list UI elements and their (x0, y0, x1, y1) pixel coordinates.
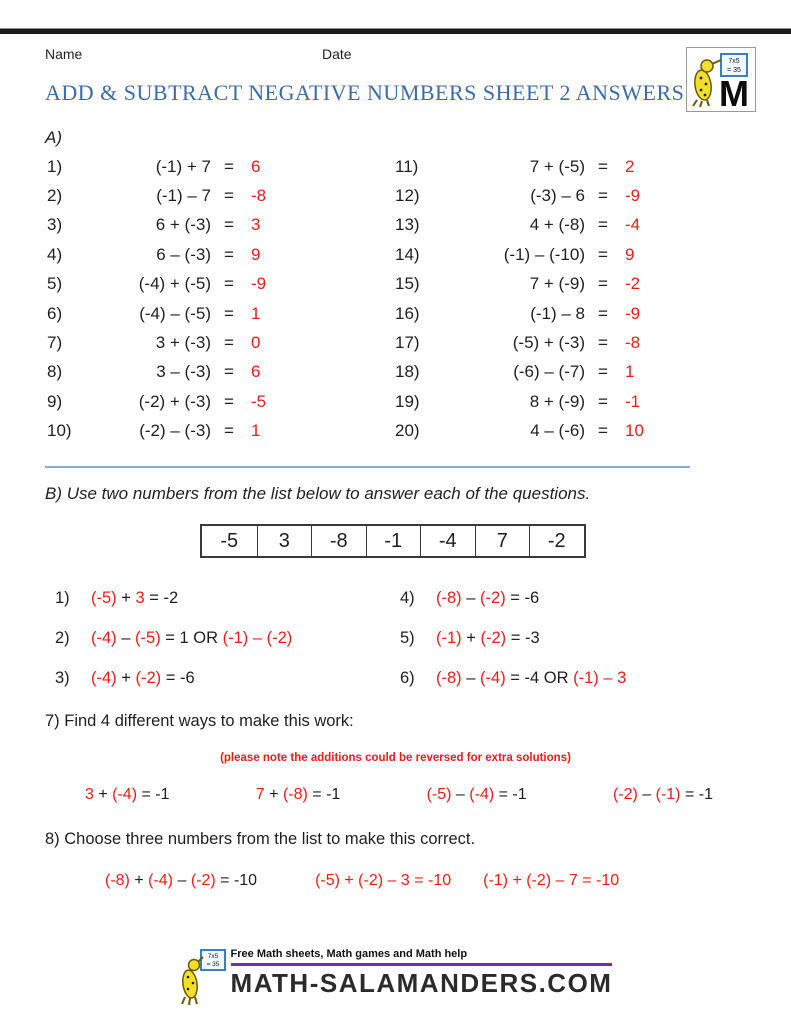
problem-row (47, 358, 307, 387)
problem-number: 12) (395, 186, 420, 206)
equals-sign: = (224, 244, 234, 264)
equals-sign: = (224, 391, 234, 411)
problem-number: 4) (400, 588, 415, 607)
problem-answer: -5 (251, 391, 267, 411)
operator-segment: = -6 (505, 588, 540, 607)
problem-answer: -9 (625, 303, 641, 323)
problem-number: 2) (47, 186, 63, 206)
answer-expression (91, 589, 178, 608)
problem-answer: 9 (251, 244, 261, 264)
problem-row (400, 658, 760, 698)
problem-number: 3) (55, 668, 70, 687)
operator-segment: + (116, 668, 136, 687)
equals-sign: = (224, 362, 234, 382)
answer-expression (427, 786, 527, 804)
answer-segment: (-4) (91, 628, 117, 647)
answer-segment: (-8) (282, 786, 308, 803)
equals-sign: = (224, 421, 234, 441)
header-rule (0, 28, 791, 34)
problem-number: 7) (47, 333, 63, 353)
answer-segment: (-5) (135, 628, 161, 647)
equals-sign: = (224, 303, 234, 323)
chalkboard-line2: = 35 (206, 961, 219, 968)
name-label: Name (45, 46, 83, 62)
equals-sign: = (224, 156, 234, 176)
problem-row (55, 658, 415, 698)
answer-expression (436, 669, 626, 688)
problem-answer: -2 (625, 274, 641, 294)
operator-segment: = 1 OR (160, 628, 223, 647)
problem-answer: 1 (251, 303, 261, 323)
salamander-logo (686, 47, 756, 112)
equals-sign: = (598, 274, 608, 294)
operator-segment: = -4 OR (505, 668, 574, 687)
operator-segment: = -1 (307, 786, 341, 803)
number-list-cell: 3 (257, 526, 312, 556)
equals-sign: = (224, 333, 234, 353)
question-7-heading: 7) Find 4 different ways to make this work: (45, 712, 354, 730)
answer-segment: (-8) (105, 872, 130, 889)
question-7-note: (please note the additions could be reversed for extra solutions) (220, 752, 571, 764)
problem-row (47, 328, 307, 357)
operator-segment: – (451, 786, 470, 803)
section-a-left-column (47, 152, 307, 446)
problem-expression: (-1) + 7 (155, 156, 211, 176)
operator-segment: – (461, 668, 481, 687)
number-list-cell: -5 (220, 529, 239, 552)
section-b-left-column (55, 578, 415, 698)
answer-segment: (-8) (436, 668, 462, 687)
salamander-logo-graphic (689, 51, 753, 109)
answer-segment: 7 (255, 786, 265, 803)
problem-row (47, 240, 307, 269)
problem-expression: 4 – (-6) (530, 421, 585, 441)
question-7-answers (85, 786, 713, 804)
answer-segment: (-2) (480, 628, 507, 647)
answer-segment: (-4) (112, 786, 138, 803)
number-list-cell: -8 (311, 526, 366, 556)
problem-answer: -9 (251, 274, 267, 294)
problem-number: 5) (47, 274, 63, 294)
answer-segment: 3 (85, 786, 94, 803)
problem-expression: (-2) + (-3) (138, 391, 211, 411)
problem-row (47, 387, 307, 416)
operator-segment: = -2 (144, 588, 179, 607)
section-a-label: A) (45, 128, 62, 147)
problem-expression: (-4) – (-5) (139, 303, 211, 323)
problem-expression: (-1) – (-10) (503, 244, 585, 264)
problem-answer: 2 (625, 156, 635, 176)
problem-number: 14) (395, 244, 420, 264)
operator-segment: + (461, 628, 481, 647)
operator-segment: + (93, 786, 113, 803)
equals-sign: = (224, 186, 234, 206)
answer-expression (85, 786, 170, 804)
problem-number: 18) (395, 362, 420, 382)
problem-row (47, 299, 307, 328)
answer-segment: (-1) (436, 628, 462, 647)
problem-answer: 10 (625, 421, 644, 441)
operator-segment: = -1 (494, 786, 527, 803)
footer-logo (179, 948, 613, 1008)
answer-expression (436, 629, 540, 648)
problem-expression: (-3) – 6 (530, 186, 585, 206)
chalkboard-line1: 7x5 (207, 953, 218, 960)
problem-number: 8) (47, 362, 63, 382)
number-list-cell: -1 (366, 526, 421, 556)
question-8-heading: 8) Choose three numbers from the list to make this correct. (45, 830, 476, 848)
problem-row (395, 299, 681, 328)
problem-answer: -1 (625, 391, 641, 411)
date-label: Date (322, 46, 352, 62)
footer-tagline: Free Math sheets, Math games and Math help (230, 948, 468, 960)
problem-row (55, 618, 415, 658)
answer-segment: 3 (135, 588, 145, 607)
operator-segment: – (116, 628, 136, 647)
answer-segment: (-5) (426, 786, 452, 803)
problem-expression: (-6) – (-7) (513, 362, 585, 382)
problem-answer: -8 (251, 186, 267, 206)
problem-row (395, 387, 681, 416)
problem-number: 5) (400, 628, 415, 647)
answer-expression (483, 872, 619, 890)
logo-big-m: M (719, 72, 749, 109)
problem-number: 1) (55, 588, 70, 607)
problem-row (47, 152, 307, 181)
answer-segment: (-4) (148, 872, 174, 889)
problem-row (395, 328, 681, 357)
problem-expression: (-1) – 8 (530, 303, 585, 323)
answer-segment: (-8) (436, 588, 462, 607)
problem-expression: 8 + (-9) (529, 391, 585, 411)
operator-segment: + (116, 588, 136, 607)
equals-sign: = (598, 303, 608, 323)
problem-row (395, 240, 681, 269)
problem-expression: (-1) – 7 (156, 186, 211, 206)
problem-expression: 4 + (-8) (529, 215, 585, 235)
problem-expression: 3 + (-3) (155, 333, 211, 353)
problem-row (400, 578, 760, 618)
problem-row (395, 417, 681, 446)
problem-number: 6) (400, 668, 415, 687)
answer-expression (256, 786, 341, 804)
problem-number: 17) (395, 333, 420, 353)
problem-expression: (-2) – (-3) (139, 421, 211, 441)
problem-number: 6) (47, 303, 63, 323)
page-title: ADD & SUBTRACT NEGATIVE NUMBERS SHEET 2 ANSWERS (45, 80, 685, 105)
operator-segment: = -6 (161, 668, 195, 687)
problem-row (395, 181, 681, 210)
answer-segment: (-4) (91, 668, 117, 687)
problem-row (395, 152, 681, 181)
problem-answer: -9 (625, 186, 641, 206)
operator-segment: – (461, 588, 481, 607)
answer-segment: (-5) (91, 588, 117, 607)
equals-sign: = (224, 215, 234, 235)
problem-row (395, 270, 681, 299)
answer-expression (613, 786, 713, 804)
problem-answer: -8 (625, 333, 641, 353)
footer-rule (231, 963, 613, 966)
operator-segment: = -10 (215, 872, 258, 889)
problem-answer: 6 (251, 362, 261, 382)
answer-segment: (-5) + (-2) – 3 = -10 (315, 872, 452, 889)
problem-number: 3) (47, 215, 63, 235)
answer-expression (315, 872, 451, 890)
footer-site-name: MATH-SALAMANDERS.COM (230, 968, 613, 998)
problem-answer: 9 (625, 244, 635, 264)
footer (0, 948, 791, 1008)
section-a-right-column (395, 152, 681, 446)
problem-number: 16) (395, 303, 420, 323)
problem-number: 13) (395, 215, 420, 235)
problem-number: 19) (395, 391, 420, 411)
salamander-mascot (693, 60, 721, 107)
problem-expression: 3 – (-3) (156, 362, 211, 382)
equals-sign: = (598, 215, 608, 235)
problem-row (400, 618, 760, 658)
problem-answer: 3 (251, 215, 261, 235)
equals-sign: = (598, 186, 608, 206)
footer-text-block (231, 948, 613, 999)
operator-segment: – (173, 872, 191, 889)
problem-row (55, 578, 415, 618)
problem-answer: 0 (251, 333, 261, 353)
equals-sign: = (598, 156, 608, 176)
problem-row (47, 270, 307, 299)
problem-number: 4) (47, 244, 63, 264)
answer-segment: (-2) (135, 668, 162, 687)
equals-sign: = (598, 333, 608, 353)
problem-number: 10) (47, 421, 72, 441)
answer-segment: (-4) (469, 786, 495, 803)
number-list-table (200, 524, 586, 558)
section-divider (45, 466, 690, 468)
equals-sign: = (598, 244, 608, 264)
answer-segment: (-2) (612, 786, 638, 803)
problem-expression: 7 + (-5) (529, 156, 585, 176)
answer-segment: (-4) (480, 668, 506, 687)
problem-number: 1) (47, 156, 63, 176)
question-8-answers (105, 872, 619, 890)
problem-number: 2) (55, 628, 70, 647)
number-list-cell: -2 (529, 526, 584, 556)
equals-sign: = (598, 362, 608, 382)
problem-answer: 1 (625, 362, 635, 382)
answer-segment: (-1) – (-2) (222, 628, 293, 647)
answer-segment: (-2) (190, 872, 216, 889)
section-b-right-column (400, 578, 760, 698)
problem-row (47, 181, 307, 210)
salamander-mascot (181, 957, 203, 1005)
section-b-heading: B) Use two numbers from the list below to answer each of the questions. (45, 484, 591, 503)
problem-number: 20) (395, 421, 420, 441)
operator-segment: + (129, 872, 149, 889)
answer-expression (105, 872, 257, 890)
problem-expression: (-4) + (-5) (138, 274, 211, 294)
operator-segment: = -3 (506, 628, 540, 647)
answer-segment: (-1) – 3 (573, 668, 627, 687)
chalkboard-line1: 7x5 (728, 57, 740, 65)
problem-number: 9) (47, 391, 63, 411)
operator-segment: – (637, 786, 656, 803)
answer-segment: (-2) (480, 588, 506, 607)
number-list-cell: 7 (475, 526, 530, 556)
problem-row (47, 211, 307, 240)
footer-salamander-graphic (179, 948, 227, 1008)
problem-answer: 1 (251, 421, 261, 441)
problem-expression: 6 + (-3) (155, 215, 211, 235)
problem-expression: 7 + (-9) (529, 274, 585, 294)
problem-expression: (-5) + (-3) (512, 333, 585, 353)
answer-expression (91, 669, 195, 688)
number-list-cell: -4 (420, 526, 475, 556)
problem-row (395, 211, 681, 240)
problem-row (47, 417, 307, 446)
problem-number: 11) (395, 156, 419, 176)
answer-expression (436, 589, 539, 608)
equals-sign: = (598, 421, 608, 441)
problem-number: 15) (395, 274, 420, 294)
problem-row (395, 358, 681, 387)
answer-expression (91, 629, 292, 648)
operator-segment: = -1 (137, 786, 170, 803)
equals-sign: = (224, 274, 234, 294)
answer-segment: (-1) + (-2) – 7 = -10 (483, 872, 620, 889)
problem-answer: 6 (251, 156, 261, 176)
problem-answer: -4 (625, 215, 641, 235)
chalkboard-line2: = 35 (727, 66, 741, 74)
operator-segment: = -1 (680, 786, 713, 803)
problem-expression: 6 – (-3) (156, 244, 211, 264)
equals-sign: = (598, 391, 608, 411)
operator-segment: + (264, 786, 283, 803)
answer-segment: (-1) (655, 786, 681, 803)
